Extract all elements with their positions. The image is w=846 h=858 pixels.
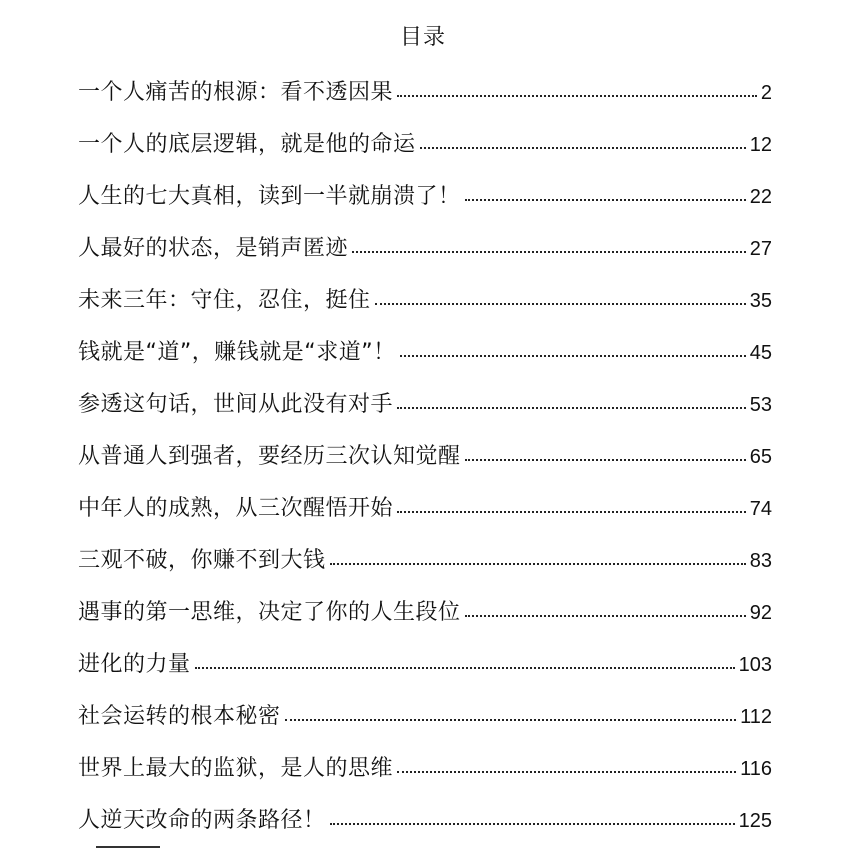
toc-entry[interactable] <box>78 442 772 494</box>
toc-page-number: 103 <box>738 654 772 676</box>
toc-page-number: 112 <box>740 706 772 728</box>
toc-entry-label: 进化的力量 <box>78 652 191 677</box>
dot-leader <box>375 303 746 305</box>
toc-page-number: 22 <box>749 186 772 208</box>
toc-entry-label: 钱就是“道”，赚钱就是“求道”！ <box>78 340 396 365</box>
dot-leader <box>420 147 746 149</box>
toc-entry-label: 未来三年：守住，忍住，挺住 <box>78 288 371 313</box>
dot-leader <box>397 95 757 97</box>
toc-page-number: 27 <box>749 238 772 260</box>
dot-leader <box>400 355 746 357</box>
toc-entry[interactable] <box>78 546 772 598</box>
toc-entry[interactable] <box>78 182 772 234</box>
toc-entry-label: 人逆天改命的两条路径！ <box>78 808 326 833</box>
toc-entry-label: 中年人的成熟，从三次醒悟开始 <box>78 496 394 521</box>
toc-entry-label: 社会运转的根本秘密 <box>78 704 281 729</box>
dot-leader <box>352 251 746 253</box>
toc-page-number: 116 <box>740 758 772 780</box>
toc-entry-label: 人生的七大真相，读到一半就崩溃了！ <box>78 184 461 209</box>
toc-entry[interactable] <box>78 806 772 858</box>
toc-entry-label: 一个人痛苦的根源：看不透因果 <box>78 80 394 105</box>
toc-page-number: 2 <box>760 82 772 104</box>
toc-entry[interactable] <box>78 598 772 650</box>
toc-entry-label: 世界上最大的监狱，是人的思维 <box>78 756 394 781</box>
toc-entry-label: 人最好的状态，是销声匿迹 <box>78 236 349 261</box>
cropped-next-line <box>96 846 160 848</box>
toc-page-number: 45 <box>749 342 772 364</box>
toc-entry[interactable] <box>78 130 772 182</box>
toc-list <box>78 78 772 858</box>
dot-leader <box>330 563 746 565</box>
toc-page-number: 12 <box>749 134 772 156</box>
toc-entry-label: 遇事的第一思维，决定了你的人生段位 <box>78 600 461 625</box>
toc-page-number: 125 <box>738 810 772 832</box>
toc-entry-label: 三观不破，你赚不到大钱 <box>78 548 326 573</box>
toc-entry[interactable] <box>78 286 772 338</box>
dot-leader <box>285 719 737 721</box>
dot-leader <box>330 823 735 825</box>
toc-entry[interactable] <box>78 78 772 130</box>
dot-leader <box>465 459 746 461</box>
toc-page-number: 65 <box>749 446 772 468</box>
dot-leader <box>195 667 735 669</box>
toc-entry[interactable] <box>78 650 772 702</box>
dot-leader <box>397 511 746 513</box>
toc-entry[interactable] <box>78 754 772 806</box>
dot-leader <box>397 771 736 773</box>
toc-page-number: 35 <box>749 290 772 312</box>
dot-leader <box>465 615 746 617</box>
toc-entry[interactable] <box>78 234 772 286</box>
toc-entry-label: 一个人的底层逻辑，就是他的命运 <box>78 132 416 157</box>
dot-leader <box>465 199 746 201</box>
toc-entry-label: 参透这句话，世间从此没有对手 <box>78 392 394 417</box>
toc-page-number: 83 <box>749 550 772 572</box>
toc-page-number: 92 <box>749 602 772 624</box>
toc-entry-label: 从普通人到强者，要经历三次认知觉醒 <box>78 444 461 469</box>
page-title: 目录 <box>399 25 446 50</box>
toc-entry[interactable] <box>78 494 772 546</box>
dot-leader <box>397 407 746 409</box>
toc-entry[interactable] <box>78 338 772 390</box>
toc-entry[interactable] <box>78 390 772 442</box>
toc-page-number: 74 <box>749 498 772 520</box>
toc-page-number: 53 <box>749 394 772 416</box>
toc-entry[interactable] <box>78 702 772 754</box>
